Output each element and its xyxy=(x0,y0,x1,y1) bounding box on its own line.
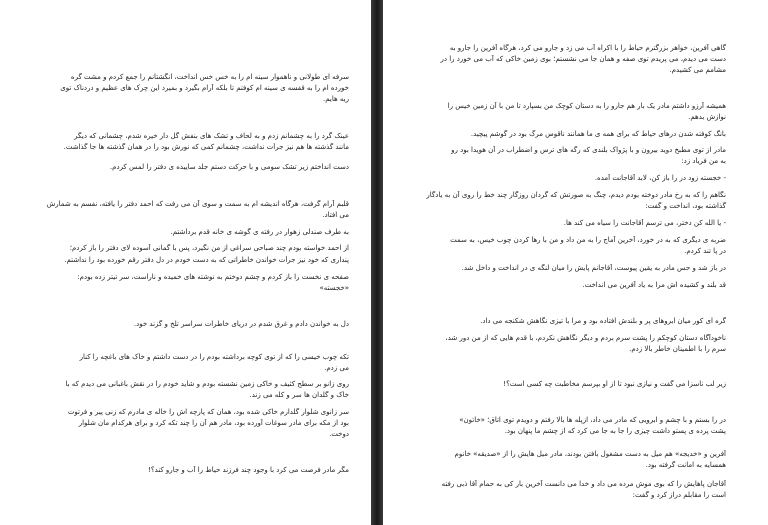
left-page-content xyxy=(0,0,371,525)
left-line-2: خورده ام را به قفسه ی سینه ام کوفتم تا بلکه آرام بگیرد و بمیرد این چرک های عظیم و دردناک توی xyxy=(60,84,349,92)
left-line-4: عینک گرد را به چشمانم زدم و به لحاف و تشک های بنفش گل دار خیره شدم، چشمانی که دیگر xyxy=(74,132,349,140)
left-line-22: مگر مادر فرصت می کرد با وجود چند فرزند حیاط را آب و جارو کند؟! xyxy=(148,466,349,474)
right-line-18: ناخودآگاه دستان کوچکم را پشت سرم بردم و دیگر نگاهش نکردم، با قدم هایی که از من دور شد، xyxy=(445,334,726,342)
left-line-9: به طرف صندلی زهوار در رفته ی گوشه ی خانه قدم برداشتم. xyxy=(170,228,349,236)
right-line-19: سرم را با اطمینان خاطر بالا زدم. xyxy=(629,345,726,353)
right-line-14: در پا تند کردم. xyxy=(684,247,726,255)
left-line-12: صفحه ی نخست را باز کردم و چشم دوختم به نوشته های خمیده و ناراست، سر تیتر زده بودم: xyxy=(77,273,349,281)
right-line-11: گذاشته بود، انداخت و گفت: xyxy=(645,202,726,210)
right-line-5: نوازش بدهم. xyxy=(688,113,726,121)
right-line-2: دست می دیدم، می پریدم توی صفه و همان جا می نشستم؛ بوی زمین خاکی که آب می خورد را در xyxy=(440,55,726,63)
right-line-12: - یا الله کن دختر، می ترسم آقاجانت را سیاه می کند ها. xyxy=(563,219,726,227)
left-line-14: دل به خواندن دادم و غرق شدم در دریای خاطرات سراسر تلخ و گزند خود. xyxy=(133,320,349,328)
right-line-25: آقاجان پاهایش را که بوی موش مرده می داد و خدا می دانست آخرین بار کی به حمام آقا ذبی رفته xyxy=(441,480,726,488)
right-line-10: نگاهم را که به رخ مادر دوخته بودم دیدم، چنگ به صورتش که گردان روزگار چند خط را روی آن به یادگار xyxy=(426,191,726,199)
left-line-6: دست انداختم زیر تشک سومی و با حرکت دستم جلد ساییده ی دفتر را لمس کردم. xyxy=(109,163,349,171)
left-line-16: می زدم. xyxy=(324,364,349,372)
right-line-22: پشت پرده ی پستو داشت چیزی را جا به جا می کرد که از چشم ما پنهان بود. xyxy=(504,427,726,435)
left-line-18: خاک و گلدان ها سر و کله می زند. xyxy=(249,391,349,399)
left-line-8: می افتاد. xyxy=(322,211,349,219)
right-line-8: به من فریاد زد: xyxy=(681,157,726,165)
left-line-13: «خجسته» xyxy=(319,284,349,292)
right-line-20: زیر لب ناسزا می گفت و نیازی نبود تا از او بپرسم مخاطبت چه کسی است؟! xyxy=(503,380,726,388)
right-line-26: است را مقابلم دراز کرد و گفت: xyxy=(632,491,726,499)
left-page xyxy=(0,0,371,525)
left-line-21: دوخت. xyxy=(329,430,349,438)
right-page xyxy=(383,0,768,525)
right-line-13: ضربه ی دیگری که به در خورد، آخرین آماج را به من داد و من با رها کردن چوب خیس، به سمت xyxy=(450,236,726,244)
left-line-5: مانند گذشته ها هم نیز جرأت نداشت، چشمانم کمی که نورش بود را در همان گذشته ها جا گذاشت. xyxy=(63,143,349,151)
book-gutter xyxy=(371,0,383,525)
right-line-15: در باز شد و حس مادر به یقین پیوست، آقاجانم پایش را میان لنگه ی در انداخت و داخل شد. xyxy=(461,264,726,272)
right-line-6: بانگ کوفته شدن درهای حیاط که برای همه ی ما همانند ناقوس مرگ بود در گوشم پیچید. xyxy=(470,130,726,138)
left-line-3: ریه هایم. xyxy=(323,95,349,103)
right-line-3: مشامم می کشیدم. xyxy=(669,66,726,74)
left-line-17: روی زانو بر سطح کثیف و خاکی زمین نشسته بودم و شاید خودم را در نقش باغبانی می دیدم که با xyxy=(65,380,349,388)
right-line-24: همسایه به امانت گرفته بود. xyxy=(645,461,726,469)
right-line-9: - خجسته زود در را باز کن، لابد آقاجانت آمده. xyxy=(594,174,726,182)
right-line-17: گره ای کور میان ابروهای پر و بلندش افتاده بود و مرا با تیزی نگاهش شکنجه می داد. xyxy=(480,317,726,325)
right-line-1: گاهی آفرین، خواهر بزرگترم حیاط را با اکراه آب می زد و جارو می کرد، هرگاه آفرین را جارو به xyxy=(449,44,726,52)
left-line-19: سر زانوی شلوار گلدارم خاکی شده بود، همان که پارچه اش را خاله ی مادرم که زنی پیر و فرتوت xyxy=(67,408,349,416)
right-line-4: همیشه آرزو داشتم مادر یک بار هم جارو را به دستان کوچک من بسپارد تا من با آن زمین خیس را xyxy=(447,102,726,110)
left-line-7: قلبم آرام گرفت، هرگاه اندیشه ام به سمت و سوی آن می رفت که احمد دفتر را یافته، نفسم به شمارش xyxy=(46,200,349,208)
left-line-10: از احمد خواسته بودم چند صباحی سراغی از من نگیرد، پس با گمانی آسوده لای دفتر را باز کردم؛ xyxy=(69,244,349,252)
right-line-21: در را بستم و با چشم و ابرویی که مادر می داد، ازپله ها بالا رفتم و دویدم توی اتاق؛ «خاتون» xyxy=(459,416,726,424)
left-line-1: سرفه ای طولانی و ناهموار سینه ام را به خس خس انداخت، انگشتانم را جمع کردم و مشت گره xyxy=(70,73,349,81)
left-line-20: بود از مکه برای مادر سوغات آورده بود، مادر هم آن را چند تکه کرد و برای هرکدام مان شلوار xyxy=(78,419,349,427)
right-page-content xyxy=(383,0,768,525)
right-line-16: قد بلند و کشیده اش مرا به یاد آفرین می انداخت. xyxy=(582,281,726,289)
right-line-23: آفرین و «خدیجه» هم میل به دست مشغول بافتن بودند، مادر میل هایش را از «صدیقه» خانوم xyxy=(454,450,726,458)
right-line-7: مادر از توی مطبخ دوید بیرون و با پژواک بلندی که رگه های ترس و اضطراب در آن هویدا بود رو xyxy=(451,146,726,154)
left-line-15: تکه چوب خیسی را که از توی کوچه برداشته بودم را در دست داشتم و خاک های باغچه را کنار xyxy=(79,353,349,361)
left-line-11: پنداری که خود نیز جرأت خواندن خاطراتی که به دست خودم در دل دفتر رقم خورده بود را نداشتم. xyxy=(64,256,349,264)
